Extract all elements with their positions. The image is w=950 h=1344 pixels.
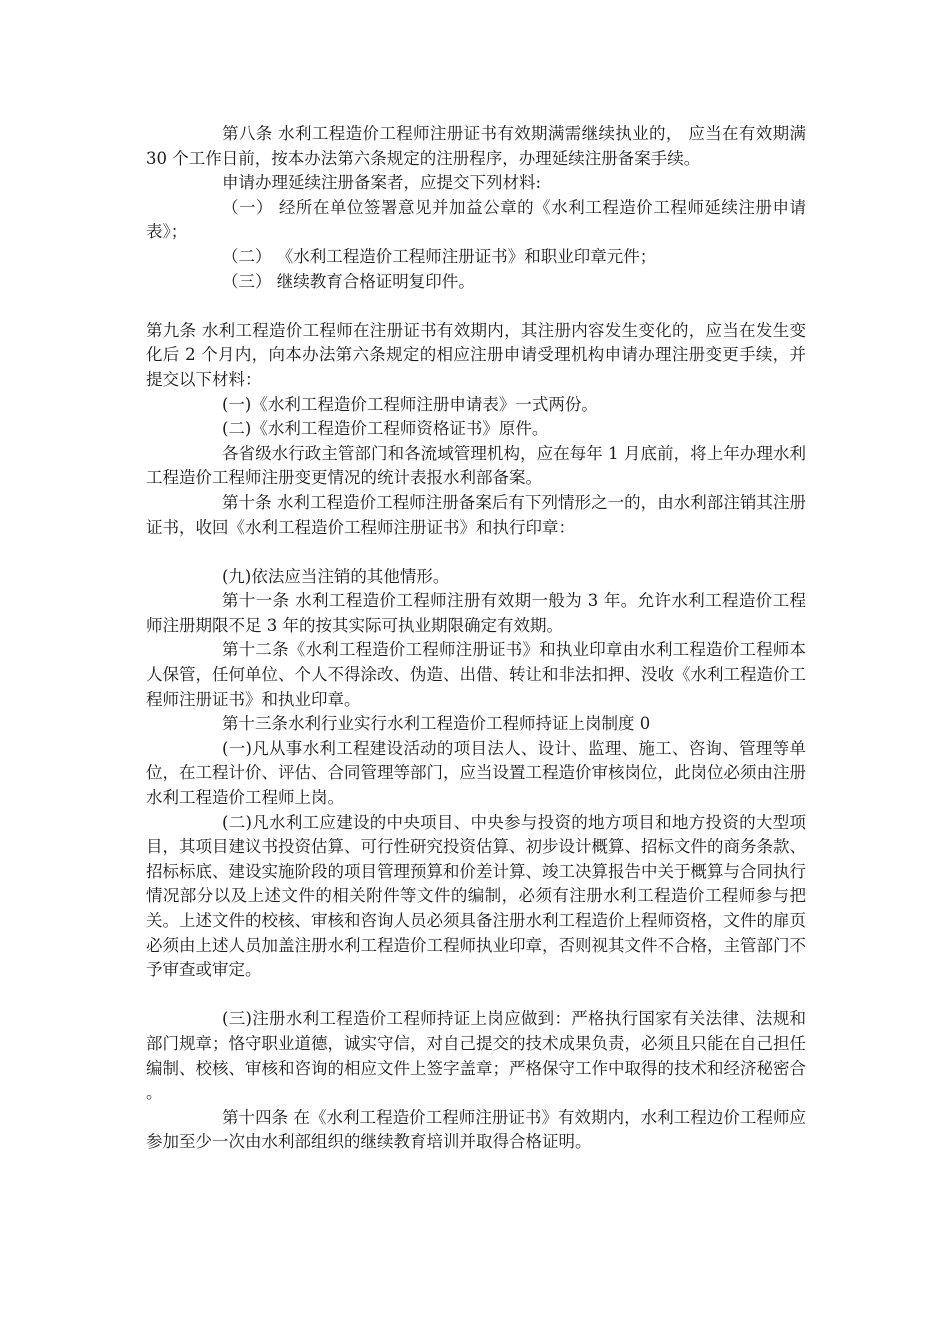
paragraph-article-13-item-1: (一)凡从事水利工程建设活动的项目法人、设计、监理、施工、咨询、管理等单位，在工程计价、评估、合同管理等部门，应当设置工程造价审核岗位，此岗位必须由注册水利工程造价工程师上岗。 bbox=[146, 738, 806, 808]
paragraph-renewal-item-3: （三） 继续教育合格证明复印件。 bbox=[222, 271, 475, 291]
paragraph-renewal-materials-intro: 申请办理延续注册备案者，应提交下列材料: bbox=[222, 173, 542, 193]
paragraph-renewal-item-1: （一） 经所在单位签署意见并加益公章的《水利工程造价工程师延续注册申请表》； bbox=[146, 197, 806, 242]
document-body bbox=[146, 122, 806, 1155]
paragraph-article-13-item-3: (三)注册水利工程造价工程师持证上岗应做到：严格执行国家有关法律、法规和部门规章；恪守职业道德，诚实守信，对自己提交的技术成果负责，必须且只能在自己担任编制、校核、审核和咨询的相应文件上签字盖章；严格保守工作中取得的技术和经济秘密合 。 bbox=[146, 1009, 806, 1103]
paragraph-article-13-item-2: (二)凡水利工应建设的中央项目、中央参与投资的地方项目和地方投资的大型项目，其项目建议书投资估算、可行性研究投资估算、初步设计概算、招标文件的商务条款、招标标底、建设实施阶段的项目管理预算和价差计算、竣工决算报告中关于概算与合同执行情况部分以及上述文件的相关附件等文件的编制，必须有注册水利工程造价工程师参与把关。上述文件的校核、审核和咨询人员必须具备注册水利工程造价上程师资格，文件的扉页必须由上述人员加盖注册水利工程造价工程师执业印章，否则视其文件不合格，主管部门不予审查或审定。 bbox=[146, 812, 806, 980]
paragraph-article-13: 第十三条水利行业实行水利工程造价工程师持证上岗制度 0 bbox=[222, 714, 651, 734]
paragraph-article-8: 第八条 水利工程造价工程师注册证书有效期满需继续执业的， 应当在有效期满 30 个工作日前，按本办法第六条规定的注册程序，办理延续注册备案手续。 bbox=[146, 124, 806, 168]
paragraph-article-10: 第十条 水利工程造价工程师注册备案后有下列情形之一的，由水利部注销其注册证书，收回《水利工程造价工程师注册证书》和执行印章： bbox=[146, 492, 806, 537]
paragraph-provincial-reporting: 各省级水行政主管部门和各流域管理机构，应在每年 1 月底前，将上年办理水利工程造价工程师注册变更情况的统计表报水利部备案。 bbox=[146, 443, 806, 488]
paragraph-gap bbox=[146, 983, 806, 1008]
paragraph-article-14: 第十四条 在《水利工程造价工程师注册证书》有效期内，水利工程边价工程师应参加至少一次由水利部组织的继续教育培训并取得合格证明。 bbox=[146, 1107, 806, 1152]
paragraph-change-item-1: (一)《水利工程造价工程师注册申请表》一式两份。 bbox=[222, 394, 598, 414]
paragraph-article-11: 第十一条 水利工程造价工程师注册有效期一般为 3 年。允许水利工程造价工程师注册期限不足 3 年的按其实际可执业期限确定有效期。 bbox=[146, 591, 806, 635]
paragraph-change-item-2: (二)《水利工程造价工程师资格证书》原件。 bbox=[222, 419, 549, 439]
paragraph-cancel-item-9: (九)依法应当注销的其他情形。 bbox=[222, 566, 450, 586]
paragraph-gap bbox=[146, 294, 806, 319]
paragraph-renewal-item-2: （二） 《水利工程造价工程师注册证书》和职业印章元件； bbox=[222, 246, 657, 266]
paragraph-gap bbox=[146, 540, 806, 565]
paragraph-article-12: 第十二条《水利工程造价工程师注册证书》和执业印章由水利工程造价工程师本人保管，任何单位、个人不得涂改、伪造、出借、转让和非法扣押、没收《水利工程造价工程师注册证书》和执业印章。 bbox=[146, 640, 806, 709]
paragraph-article-9: 第九条 水利工程造价工程师在注册证书有效期内，其注册内容发生变化的，应当在发生变化后 2 个月内，向本办法第六条规定的相应注册申请受理机构申请办理注册变更手续，并提交以下材料： bbox=[146, 320, 806, 389]
